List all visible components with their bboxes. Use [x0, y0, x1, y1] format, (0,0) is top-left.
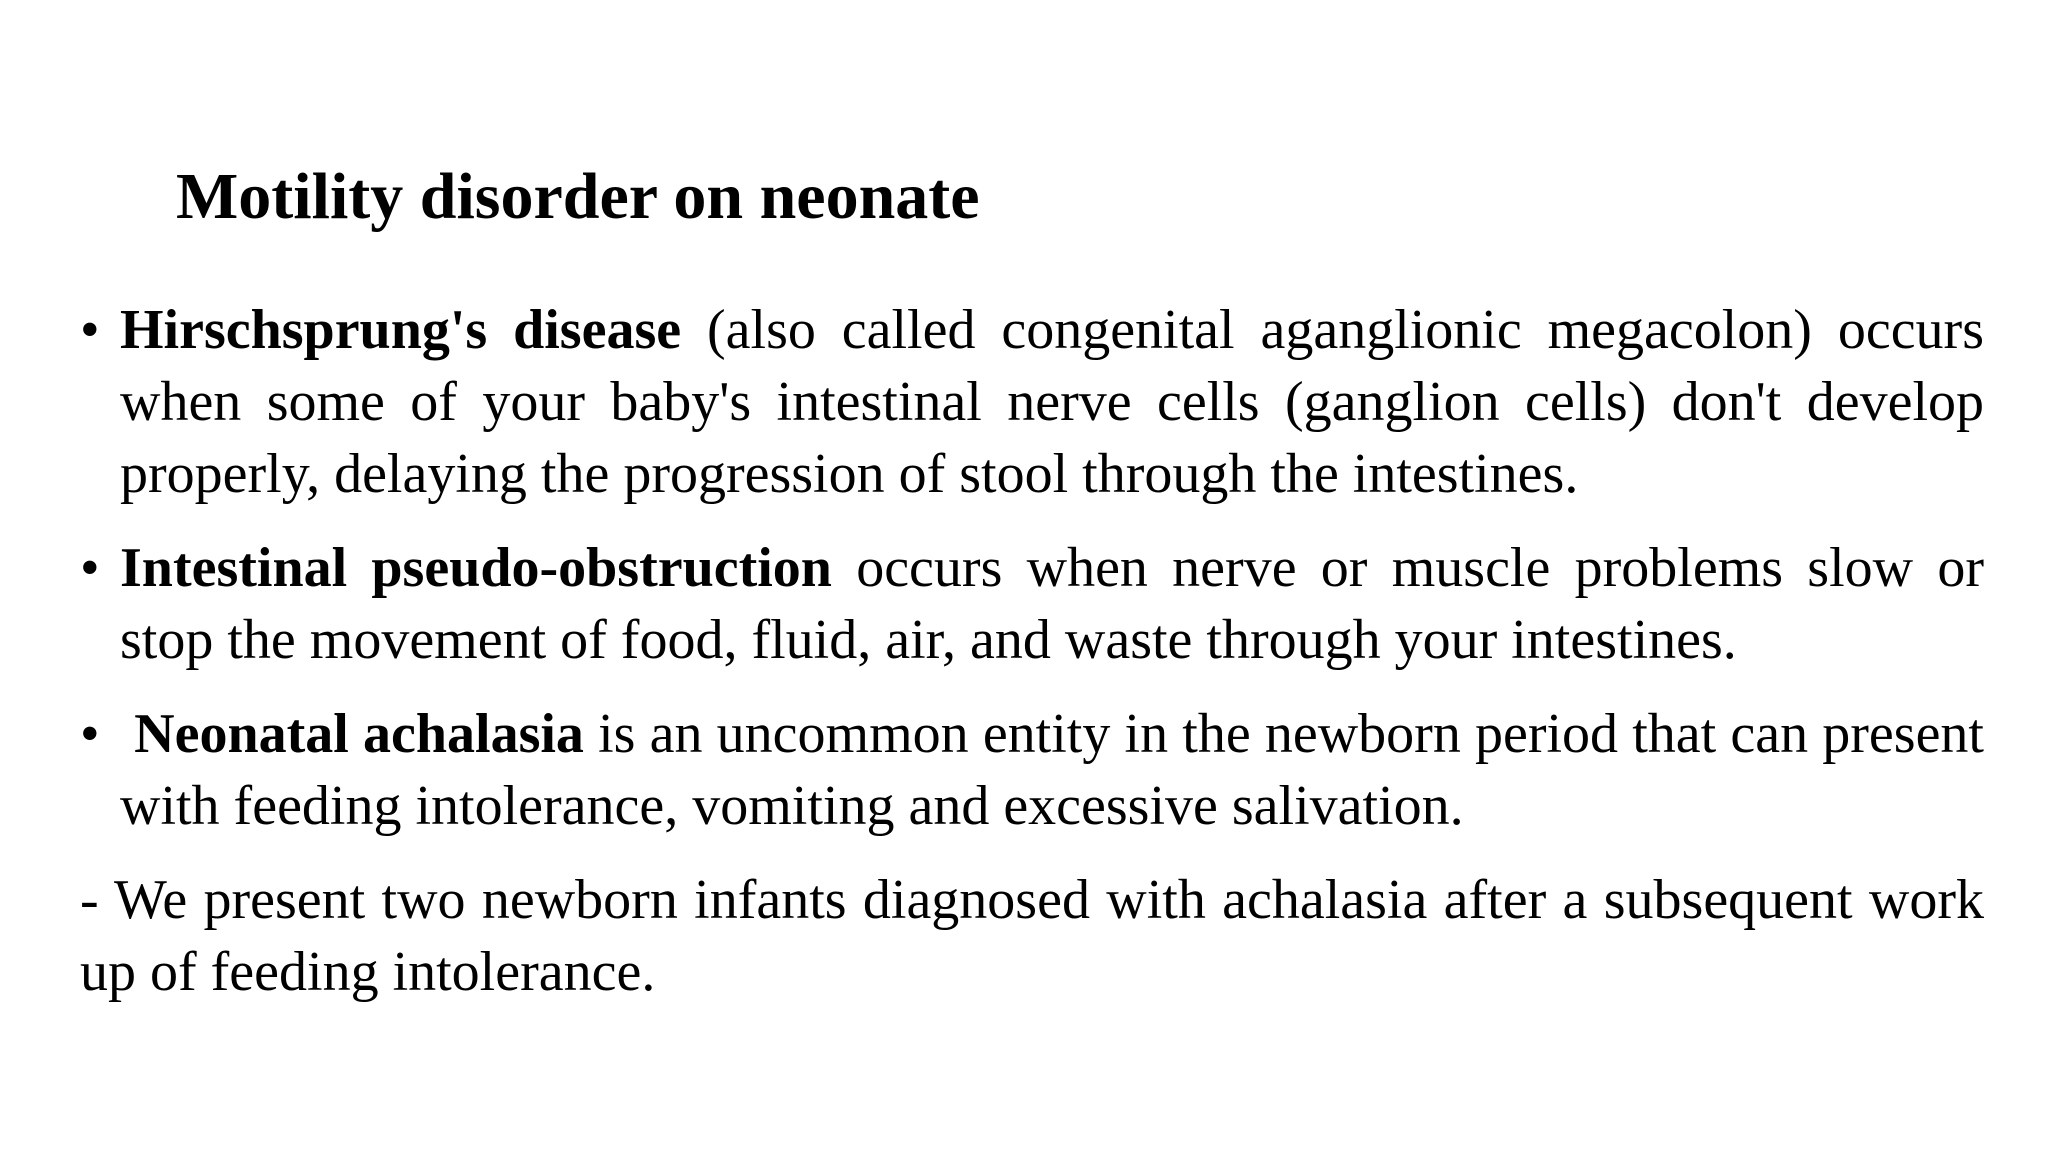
bullet-text: (also called congenital aganglionic megacolon) occurs when some of your baby's intestinal nerve cells (ganglion cells) don't develop properly, delaying the progression of stool through the intestines. — [120, 299, 1985, 505]
bullet-term: Neonatal achalasia — [120, 703, 584, 765]
bullet-item-pseudo-obstruction — [80, 532, 1984, 676]
slide-content — [80, 294, 1984, 1008]
bullet-marker: • — [80, 299, 100, 361]
note-paragraph: - We present two newborn infants diagnosed with achalasia after a subsequent work up of feeding intolerance. — [80, 869, 1984, 1003]
bullet-text: occurs when nerve or muscle problems slow or stop the movement of food, fluid, air, and waste through your intestines. — [120, 537, 1984, 671]
bullet-item-achalasia — [80, 698, 1984, 842]
bullet-marker: • — [80, 703, 100, 765]
bullet-item-hirschsprung — [80, 294, 1984, 510]
bullet-marker: • — [80, 537, 100, 599]
bullet-term: Intestinal pseudo-obstruction — [120, 537, 832, 599]
bullet-list — [80, 294, 1984, 842]
slide-title: Motility disorder on neonate — [176, 160, 980, 233]
bullet-text: is an uncommon entity in the newborn period that can present with feeding intolerance, vomiting and excessive salivation. — [120, 703, 1984, 837]
bullet-term: Hirschsprung's disease — [120, 299, 682, 361]
